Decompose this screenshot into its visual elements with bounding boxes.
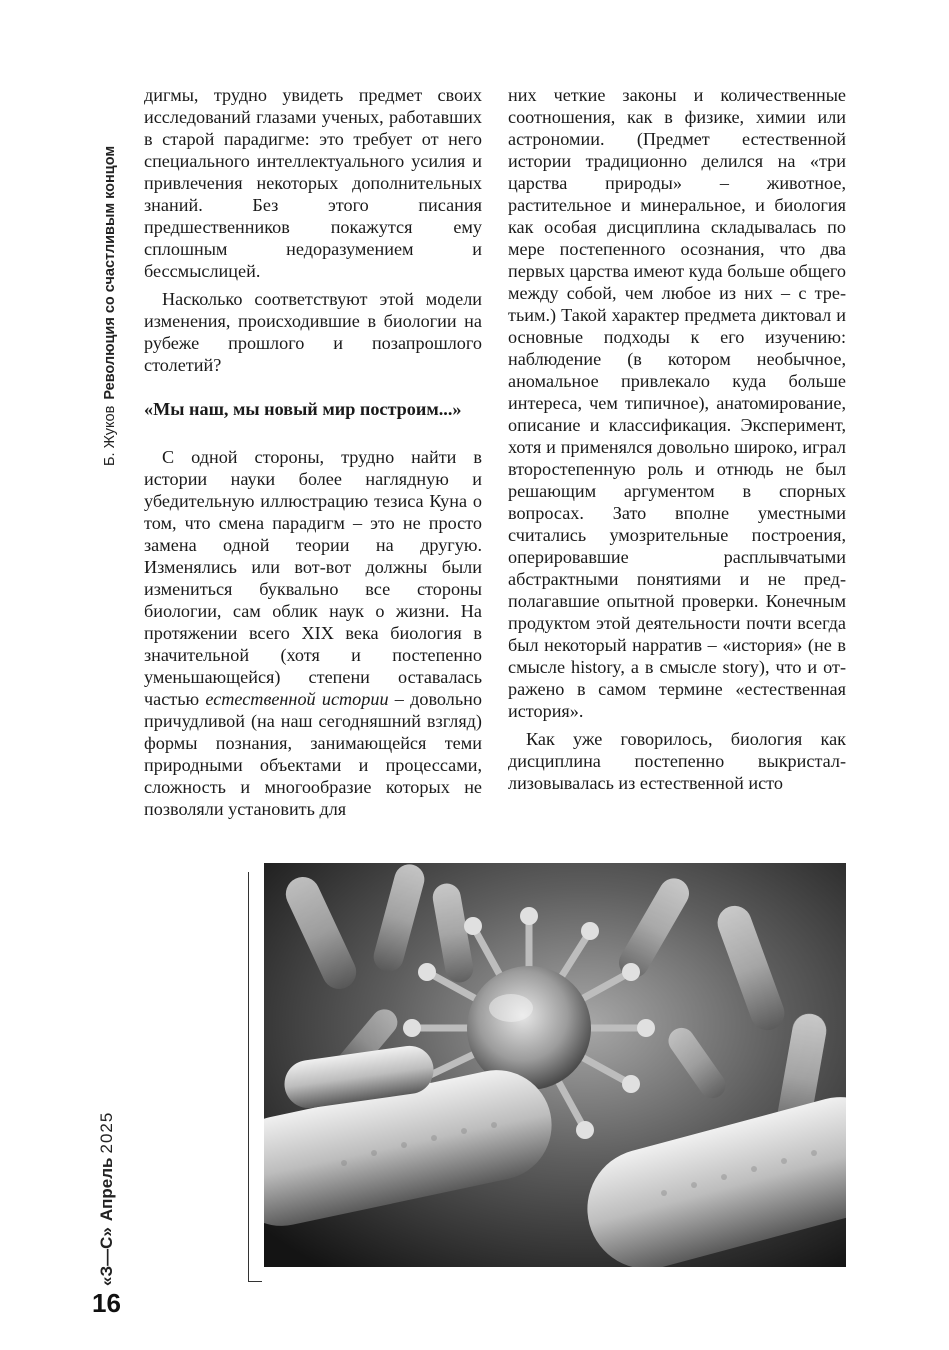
running-head-author: Б. Жуков (102, 405, 118, 466)
running-head-article-title: Революция со счастливым концом (102, 145, 118, 400)
paragraph: них четкие законы и количественные соотношения, как в физике, химии или астрономии. (Предмет естественной истории традиционно делился на «три царства природы» – животное, растительное и минеральное, и биология как особая дисциплина складывалась по мере постепенного осознания, что два первых царства имеют куда больше общего между собой, чем любое из них – с третьим.) Такой характер предмета диктовал и основные подходы к его изучению: наблюдение (в котором необычное, аномальное привлекало куда больше интереса, чем типичное), анатомирование, описание и классификация. Эксперимент, хотя и применялся довольно широко, играл второстепенную роль и отнюдь не был решающим аргументом в спорных вопросах. Зато вполне уместными считались умозрительные построения, оперировавшие расплывчатыми абстрактными понятиями и не предполагавшие опытной проверки. Конечным продуктом этой деятельности почти всегда был некоторый нарратив – «история» (не в смысле history, а в смысле story), что и отражено в самом термине «естественная история». (508, 85, 846, 721)
paragraph: Насколько соответствуют этой модели изменения, происходившие в биологии на рубеже прошлого и позапрошлого столетий? (144, 289, 482, 375)
paragraph (144, 446, 482, 820)
text-column-left (144, 84, 482, 820)
microorganisms-image (264, 863, 846, 1267)
frame-line-horizontal (248, 1281, 262, 1282)
issue-info (96, 1070, 118, 1286)
magazine-name: «З—С» (97, 1227, 116, 1286)
text-column-right (508, 84, 846, 794)
emphasized-term: естественной истории (205, 689, 389, 709)
section-subheading: «Мы наш, мы новый мир построим...» (144, 399, 462, 419)
paragraph: Как уже говорилось, биология как дисциплина постепенно выкристаллизовывалась из естественной исто (508, 729, 846, 793)
running-head (100, 84, 120, 466)
page-number: 16 (92, 1288, 121, 1318)
issue-month: Апрель (97, 1157, 116, 1222)
frame-line-vertical (248, 872, 249, 1282)
paragraph: дигмы, трудно увидеть предмет своих исследований глазами ученых, работавших в старой парадигме: это требует от него специального интеллектуального усилия и привлечения некоторых дополнительных знаний. Без этого писания предшественников покажутся ему сплошным недоразумением и бессмыслицей. (144, 85, 482, 281)
issue-year: 2025 (97, 1111, 116, 1154)
microorganisms-illustration (264, 863, 846, 1267)
paragraph-text: – довольно причудливой (на наш сегодняшний взгляд) формы познания, занимающейся теми природными объектами и процессами, сложность и многообразие которых не позволяли установить для (144, 689, 482, 819)
paragraph-text: С одной стороны, трудно найти в истории науки более наглядную и убедительную иллюстрацию тезиса Куна о том, что смена парадигм – это не просто замена одной теории на другую. Изменялись или вот-вот должны были измениться буквально все стороны биологии, сам облик наук о жизни. На протяжении всего XIX века биология в значительной (хотя и постепенно уменьшающейся) степени оставалась частью (144, 447, 482, 709)
